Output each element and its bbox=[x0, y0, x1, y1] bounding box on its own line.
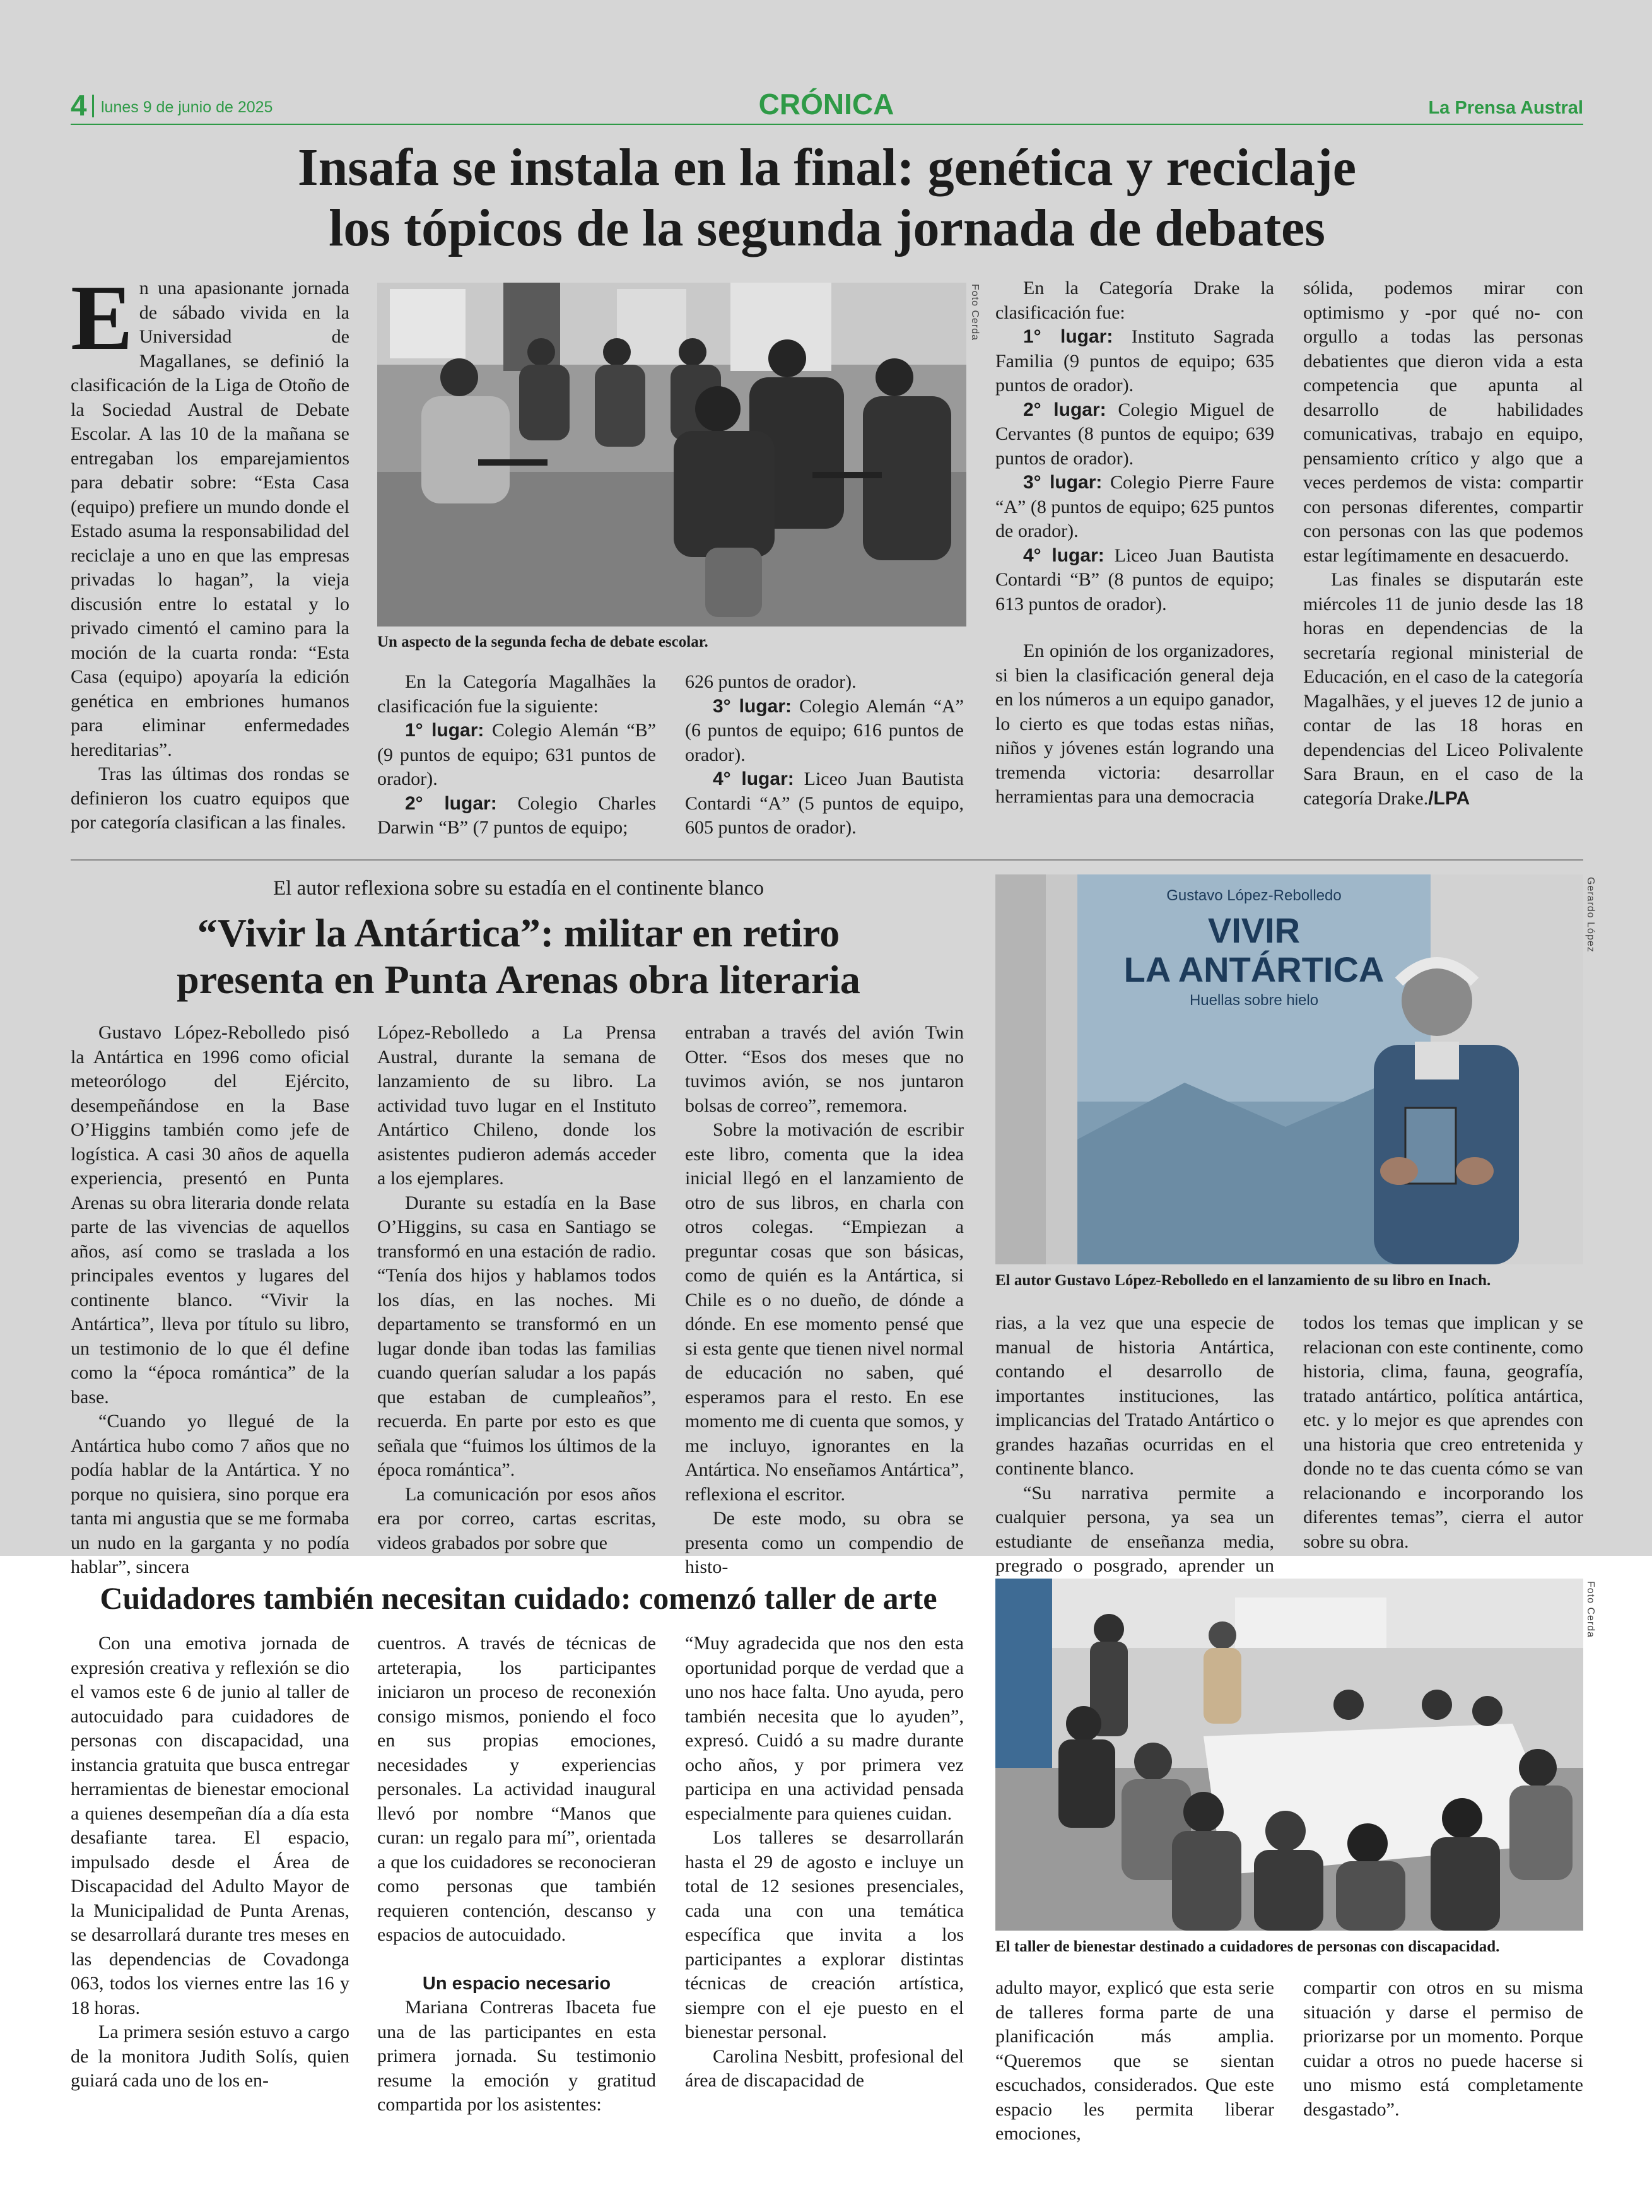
article1-col2 bbox=[377, 670, 656, 840]
article1-rank-text: Instituto Sagrada Familia (9 puntos de equipo; 635 puntos de orador). bbox=[995, 326, 1274, 396]
publication-name: La Prensa Austral bbox=[1428, 98, 1583, 118]
article2-col2-p2: Durante su estadía en la Base O’Higgins, su casa en Santiago se transformó en una estación de radio. “Tenía dos hijos y hablamos todos los días, en las noches. Mi departamento se transformó en un lugar donde iban todas las familias cuando querían saludar a los papás que estaban de cumpleaños”, recuerda. En parte por esto es que señala que “fuimos los últimos de la época romántica”. bbox=[377, 1192, 656, 1480]
article1-col4-intro: En la Categoría Drake la clasificación fue: bbox=[995, 278, 1274, 323]
article2-col5-p1: todos los temas que implican y se relacionan con este continente, como historia, clima, fauna, geografía, tratado antártico, política antártica, etc. y lo mejor es que aprendes con una historia que creo entretenida y donde no te das cuenta cómo se van relacionando e incorporando los diferentes temas”, cierra el autor sobre su obra. bbox=[1303, 1312, 1583, 1552]
article2-col3-p3: De este modo, su obra se presenta como un compendio de histo- bbox=[685, 1508, 964, 1577]
article1-col4-p2: En opinión de los organizadores, si bien la clasificación general deja en los números a un equipo ganador, lo cierto es que todas estas niñas, niños y jóvenes están logrando una tremenda victoria: desarrollar herramientas para una democracia bbox=[995, 640, 1274, 807]
article2-col4-p1: rias, a la vez que una especie de manual de historia Antártica, contando el desarrollo de importantes instituciones, las implicancias del Tratado Antártico o grandes hazañas ocurridas en el continente blanco. bbox=[995, 1312, 1274, 1479]
article1-headline bbox=[71, 138, 1583, 259]
article1-rank-text: Colegio Pierre Faure “A” (8 puntos de equipo; 625 puntos de orador). bbox=[995, 472, 1274, 541]
article3-col5-p1: compartir con otros en su misma situación y darse el permiso de priorizarse por un momento. Porque cuidar a otros no puede hacerse si uno mismo está completamente desgastado”. bbox=[1303, 1977, 1583, 2120]
article2-col2 bbox=[377, 1021, 656, 1555]
article1-col5-p1: sólida, podemos mirar con optimismo y -por qué no- con orgullo a todas las personas debatientes que dieron vida a esta competencia que apunta al desarrollo de habilidades comunicativas, trabajo en equipo, pensamiento crítico y algo que a veces perdemos de vista: compartir con personas diferentes, compartir con personas con las que podemos estar legítimamente en desacuerdo. bbox=[1303, 278, 1583, 566]
header-rule bbox=[71, 124, 1583, 125]
article3-col3-p2: Los talleres se desarrollarán hasta el 29 de agosto e incluye un total de 12 sesiones presenciales, cada una con una temática específica que invita a los participantes a explorar distintas técnicas de creación artística, siempre con el eje puesto en el bienestar personal. bbox=[685, 1827, 964, 2042]
article3-col3-p1: “Muy agradecida que nos den esta oportunidad porque de verdad que a uno nos hace falta. Uno ayuda, pero también necesita que lo ayuden”, expresó. Cuidó a su madre durante ocho años, y por primera vez participa en una actividad pensada especialmente para quienes cuidan. bbox=[685, 1633, 964, 1824]
book-subtitle: Huellas sobre hielo bbox=[1189, 992, 1319, 1009]
article3-photo-credit: Foto Cerda bbox=[1585, 1581, 1596, 1638]
article3-col2-p2: Mariana Contreras Ibaceta fue una de las participantes en esta primera jornada. Su testimonio resume la emoción y gratitud compartida por los asistentes: bbox=[377, 1997, 656, 2115]
article3-col4 bbox=[995, 1976, 1274, 2146]
article3-headline: Cuidadores también necesitan cuidado: comenzó taller de arte bbox=[100, 1580, 937, 1616]
article2-col3 bbox=[685, 1021, 964, 1580]
article1-rank-text: Colegio Alemán “B” (9 puntos de equipo; 631 puntos de orador). bbox=[377, 720, 656, 789]
article3-col1-p2: La primera sesión estuvo a cargo de la monitora Judith Solís, quien guiará cada uno de los en- bbox=[71, 2021, 349, 2091]
article3-photo-caption: El taller de bienestar destinado a cuidadores de personas con discapacidad. bbox=[995, 1938, 1500, 1955]
workshop-photo bbox=[995, 1579, 1583, 1931]
article1-rank-text: Liceo Juan Bautista Contardi “A” (5 puntos de equipo, 605 puntos de orador). bbox=[685, 768, 964, 838]
book-author-text: Gustavo López-Rebolledo bbox=[1166, 887, 1342, 904]
article1-rank-label: 2° lugar: bbox=[1023, 399, 1106, 420]
article2-headline bbox=[71, 910, 966, 1003]
article1-col1 bbox=[71, 266, 349, 835]
article2-headline-line2: presenta en Punta Arenas obra literaria bbox=[177, 957, 860, 1002]
book-title-2: LA ANTÁRTICA bbox=[1123, 950, 1385, 989]
article3-subhead: Un espacio necesario bbox=[422, 1973, 611, 1994]
article1-rank-label: 4° lugar: bbox=[713, 768, 794, 789]
article1-photo-caption: Un aspecto de la segunda fecha de debate escolar. bbox=[377, 633, 708, 650]
author-photo bbox=[995, 874, 1583, 1264]
article2-photo-caption: El autor Gustavo López-Rebolledo en el lanzamiento de su libro en Inach. bbox=[995, 1272, 1491, 1289]
article1-rank-label: 4° lugar: bbox=[1023, 544, 1104, 566]
article1-rank-text: Colegio Miguel de Cervantes (8 puntos de equipo; 639 puntos de orador). bbox=[995, 399, 1274, 469]
debate-photo bbox=[377, 283, 966, 627]
article1-photo-credit: Foto Cerda bbox=[970, 284, 980, 341]
article1-rank-label: 3° lugar: bbox=[713, 695, 792, 717]
article2-col1 bbox=[71, 1021, 349, 1580]
article1-bottom-rule bbox=[71, 859, 1583, 861]
article1-col1-p1: n una apasionante jornada de sábado vivida en la Universidad de Magallanes, se definió la clasificación de la Liga de Otoño de la Sociedad Austral de Debate Escolar. A las 10 de la mañana se entregaban los emparejamientos para debatir sobre: “Esta Casa (equipo) prefiere un mundo donde el Estado asuma la responsabilidad del reciclaje a uno en que las empresas privadas lo hagan”, la vieja discusión entre lo estatal y lo privado cimentó el camino para la moción de la cuarta ronda: “Esta Casa (equipo) apoyaría la edición genética en embriones humanos para eliminar enfermedades hereditarias”. bbox=[71, 278, 349, 760]
article2-col1-p2: “Cuando yo llegué de la Antártica hubo como 7 años que no podía hablar de la Antártica. Y no porque no quisiera, sino porque era tanta mi angustia que se me formaba un nudo en la garganta y no podía hablar”, sincera bbox=[71, 1411, 349, 1577]
article2-col3-p1: entraban a través del avión Twin Otter. “Esos dos meses que no tuvimos avión, se nos juntaron bolsas de correo”, rememora. bbox=[685, 1022, 964, 1116]
article1-rank-label: 2° lugar: bbox=[405, 792, 497, 814]
article2-col4 bbox=[995, 1311, 1274, 1603]
article2-col2-p3: La comunicación por esos años era por correo, cartas escritas, videos grabados por sobre que bbox=[377, 1483, 656, 1553]
article1-rank-label: 1° lugar: bbox=[1023, 326, 1113, 347]
article3-col1 bbox=[71, 1632, 349, 2093]
article1-col2-intro: En la Categoría Magalhães la clasificación fue la siguiente: bbox=[377, 671, 656, 717]
page-number: 4 bbox=[71, 89, 87, 122]
article2-photo-credit: Gerardo López bbox=[1585, 877, 1596, 953]
article2-col3-p2: Sobre la motivación de escribir este libro, comenta que la idea inicial llegó en el lanzamiento de otro de sus libros, en charla con otros colegas. “Empiezan a preguntar cosas que son básicas, como de quién es la Antártica, si Chile es o no dueño, de dónde a dónde. En ese momento pensé que si esta gente que tienen nivel normal de educación no saben, qué esperamos para el resto. En ese momento me di cuenta que somos, y me incluyo, ignorantes en la Antártica. No enseñamos Antártica”, reflexiona el escritor. bbox=[685, 1119, 964, 1505]
article1-rank-text: Colegio Alemán “A” (6 puntos de equipo; 616 puntos de orador). bbox=[685, 695, 964, 765]
article2-col5 bbox=[1303, 1311, 1583, 1554]
article1-rank-label: 3° lugar: bbox=[1023, 472, 1103, 493]
article2-col2-p1: López-Rebolledo a La Prensa Austral, durante la semana de lanzamiento de su libro. La actividad tuvo lugar en el Instituto Antártico Chileno, donde los asistentes pudieron además acceder a los ejemplares. bbox=[377, 1022, 656, 1189]
article1-rank-label: 1° lugar: bbox=[405, 720, 484, 741]
article3-col5 bbox=[1303, 1976, 1583, 2122]
article1-col4 bbox=[995, 276, 1274, 809]
article3-col4-p1: adulto mayor, explicó que esta serie de talleres forma parte de una planificación más amplia. “Queremos que se sientan escuchados, considerados. Que este espacio les permita liberar emociones, bbox=[995, 1977, 1274, 2144]
article1-col3 bbox=[685, 670, 964, 840]
article2-kicker: El autor reflexiona sobre su estadía en el continente blanco bbox=[273, 877, 764, 900]
article2-col1-p1: Gustavo López-Rebolledo pisó la Antártica en 1996 como oficial meteorólogo del Ejército, desempeñándose en la Base O’Higgins también como jefe de logística. A casi 30 años de aquella experiencia, presentó en Punta Arenas su obra literaria donde relata parte de las vivencias de aquellos años, así como se traslada a los principales eventos y lugares del continente blanco. “Vivir la Antártica”, lleva por título su libro, un testimonio de lo que él define como la “época romántica” de la base. bbox=[71, 1022, 349, 1408]
article1-headline-line1: Insafa se instala en la final: genética y reciclaje bbox=[297, 138, 1357, 197]
article1-col5 bbox=[1303, 276, 1583, 811]
article3-col3 bbox=[685, 1632, 964, 2093]
article1-headline-line2: los tópicos de la segunda jornada de debates bbox=[329, 199, 1325, 257]
section-title: CRÓNICA bbox=[758, 88, 894, 121]
article1-col5-p2: Las finales se disputarán este miércoles 11 de junio desde las 18 horas en dependencias de la secretaría regional ministerial de Educación, en el caso de la categoría Magalhães, y el jueves 12 de junio a contar de las 18 horas en dependencias del Liceo Polivalente Sara Braun, en el caso de la categoría Drake. bbox=[1303, 569, 1583, 809]
article1-rank-text: Colegio Charles Darwin “B” (7 puntos de equipo; bbox=[377, 792, 656, 838]
article2-headline-line1: “Vivir la Antártica”: militar en retiro bbox=[197, 910, 840, 955]
article3-col2 bbox=[377, 1632, 656, 2117]
article3-col2-p1: cuentros. A través de técnicas de arteterapia, los participantes iniciaron un proceso de reconexión consigo mismos, poniendo el foco en sus propias emociones, necesidades y experiencias personales. La actividad inaugural llevó por nombre “Manos que curan: un regalo para mí”, orientada a que los cuidadores se reconocieran como personas que también requieren contención, descanso y espacios de autocuidado. bbox=[377, 1633, 656, 1945]
article3-col1-p1: Con una emotiva jornada de expresión creativa y reflexión se dio el vamos este 6 de junio al taller de autocuidado para cuidadores de personas con discapacidad, una instancia gratuita que busca entregar herramientas de bienestar emocional a quienes desempeñan día a día esta desafiante tarea. El espacio, impulsado desde el Área de Discapacidad del Adulto Mayor de la Municipalidad de Punta Arenas, se desarrollará durante tres meses en las dependencias de Covadonga 063, todos los viernes entre las 16 y 18 horas. bbox=[71, 1633, 349, 2018]
article1-signature: /LPA bbox=[1428, 787, 1470, 809]
article2-col4-p2: “Su narrativa permite a cualquier persona, ya sea un estudiante de enseñanza media, pregrado o posgrado, aprender un bbox=[995, 1482, 1274, 1576]
article1-col3-cont: 626 puntos de orador). bbox=[685, 671, 857, 692]
header-date: lunes 9 de junio de 2025 bbox=[101, 98, 273, 116]
article3-col3-p3: Carolina Nesbitt, profesional del área de discapacidad de bbox=[685, 2045, 964, 2091]
article1-col1-p2: Tras las últimas dos rondas se definieron los cuatro equipos que por categoría clasifican a las finales. bbox=[71, 763, 349, 833]
header-divider bbox=[92, 95, 94, 117]
book-title-1: VIVIR bbox=[1207, 910, 1301, 950]
article1-rank-text: Liceo Juan Bautista Contardi “B” (8 puntos de equipo; 613 puntos de orador). bbox=[995, 544, 1274, 615]
dropcap: E bbox=[71, 266, 133, 370]
